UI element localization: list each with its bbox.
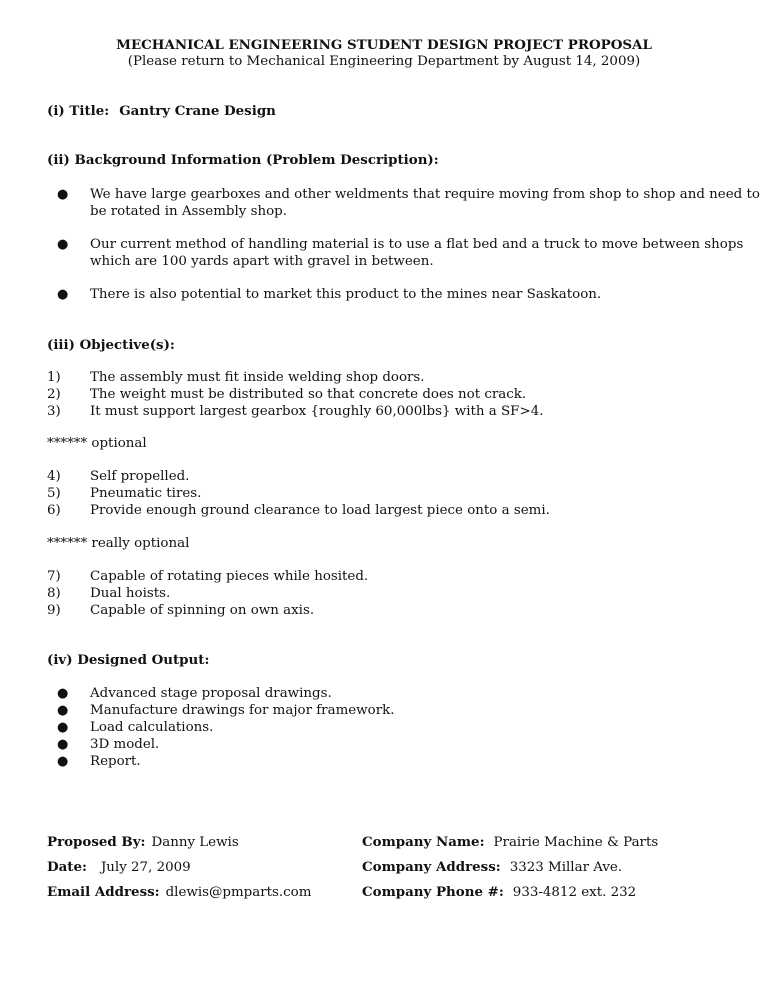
company-phone-value: 933-4812 ext. 232	[512, 885, 637, 900]
objective-text: Capable of spinning on own axis.	[90, 603, 315, 618]
objective-number: 2)	[47, 387, 61, 402]
email-row	[47, 884, 311, 901]
objective-number: 8)	[47, 586, 61, 601]
proposed-by-row	[47, 834, 239, 851]
date-value: July 27, 2009	[100, 860, 191, 875]
title-value: Gantry Crane Design	[119, 103, 276, 119]
proposed-by-label: Proposed By:	[47, 834, 146, 850]
objective-text: Self propelled.	[90, 469, 190, 484]
objective-number: 9)	[47, 603, 61, 618]
background-bullet-2-line-1: Our current method of handling material is to use a flat bed and a truck to move between shops	[90, 237, 744, 252]
output-item: Load calculations.	[90, 720, 214, 735]
background-bullet-3-line-1: There is also potential to market this product to the mines near Saskatoon.	[90, 287, 602, 302]
objective-number: 3)	[47, 404, 61, 419]
email-label: Email Address:	[47, 884, 160, 900]
really-optional-label: ****** really optional	[47, 536, 190, 551]
company-address-label: Company Address:	[362, 859, 501, 875]
output-item: Advanced stage proposal drawings.	[90, 686, 332, 701]
bullet-icon: ●	[57, 287, 69, 302]
bullet-icon: ●	[57, 237, 69, 252]
document-title: MECHANICAL ENGINEERING STUDENT DESIGN PROJECT PROPOSAL	[116, 37, 652, 53]
company-address-row	[362, 859, 622, 876]
proposed-by-value: Danny Lewis	[151, 835, 239, 850]
objective-text: It must support largest gearbox {roughly 60,000lbs} with a SF>4.	[90, 404, 544, 419]
bullet-icon: ●	[57, 737, 69, 752]
company-name-value: Prairie Machine & Parts	[493, 835, 659, 850]
objective-text: Capable of rotating pieces while hosited.	[90, 569, 369, 584]
output-heading: (iv) Designed Output:	[47, 652, 210, 668]
objective-text: Provide enough ground clearance to load largest piece onto a semi.	[90, 503, 550, 518]
email-value: dlewis@pmparts.com	[165, 885, 312, 900]
objective-number: 7)	[47, 569, 61, 584]
output-item: Manufacture drawings for major framework.	[90, 703, 395, 718]
output-item: 3D model.	[90, 737, 160, 752]
background-heading: (ii) Background Information (Problem Description):	[47, 152, 439, 168]
objective-text: The assembly must fit inside welding shop doors.	[90, 370, 425, 385]
objective-number: 6)	[47, 503, 61, 518]
bullet-icon: ●	[57, 720, 69, 735]
bullet-icon: ●	[57, 754, 69, 769]
bullet-icon: ●	[57, 703, 69, 718]
company-phone-label: Company Phone #:	[362, 884, 504, 900]
optional-label: ****** optional	[47, 436, 147, 451]
objective-text: Pneumatic tires.	[90, 486, 202, 501]
bullet-icon: ●	[57, 187, 69, 202]
output-item: Report.	[90, 754, 141, 769]
objective-number: 5)	[47, 486, 61, 501]
title-label: (i) Title:	[47, 103, 110, 119]
company-phone-row	[362, 884, 636, 901]
objective-text: The weight must be distributed so that concrete does not crack.	[90, 387, 527, 402]
date-label: Date:	[47, 859, 87, 875]
date-row	[47, 859, 191, 876]
title-section	[47, 103, 276, 120]
objective-text: Dual hoists.	[90, 586, 171, 601]
company-address-value: 3323 Millar Ave.	[509, 860, 623, 875]
bullet-icon: ●	[57, 686, 69, 701]
document-subtitle: (Please return to Mechanical Engineering Department by August 14, 2009)	[127, 54, 641, 69]
objective-number: 1)	[47, 370, 61, 385]
objective-number: 4)	[47, 469, 61, 484]
company-name-row	[362, 834, 658, 851]
objectives-heading: (iii) Objective(s):	[47, 337, 175, 353]
background-bullet-2-line-2: which are 100 yards apart with gravel in between.	[90, 254, 434, 269]
background-bullet-1-line-1: We have large gearboxes and other weldments that require moving from shop to shop and need to	[90, 187, 760, 202]
company-name-label: Company Name:	[362, 834, 485, 850]
background-bullet-1-line-2: be rotated in Assembly shop.	[90, 204, 287, 219]
